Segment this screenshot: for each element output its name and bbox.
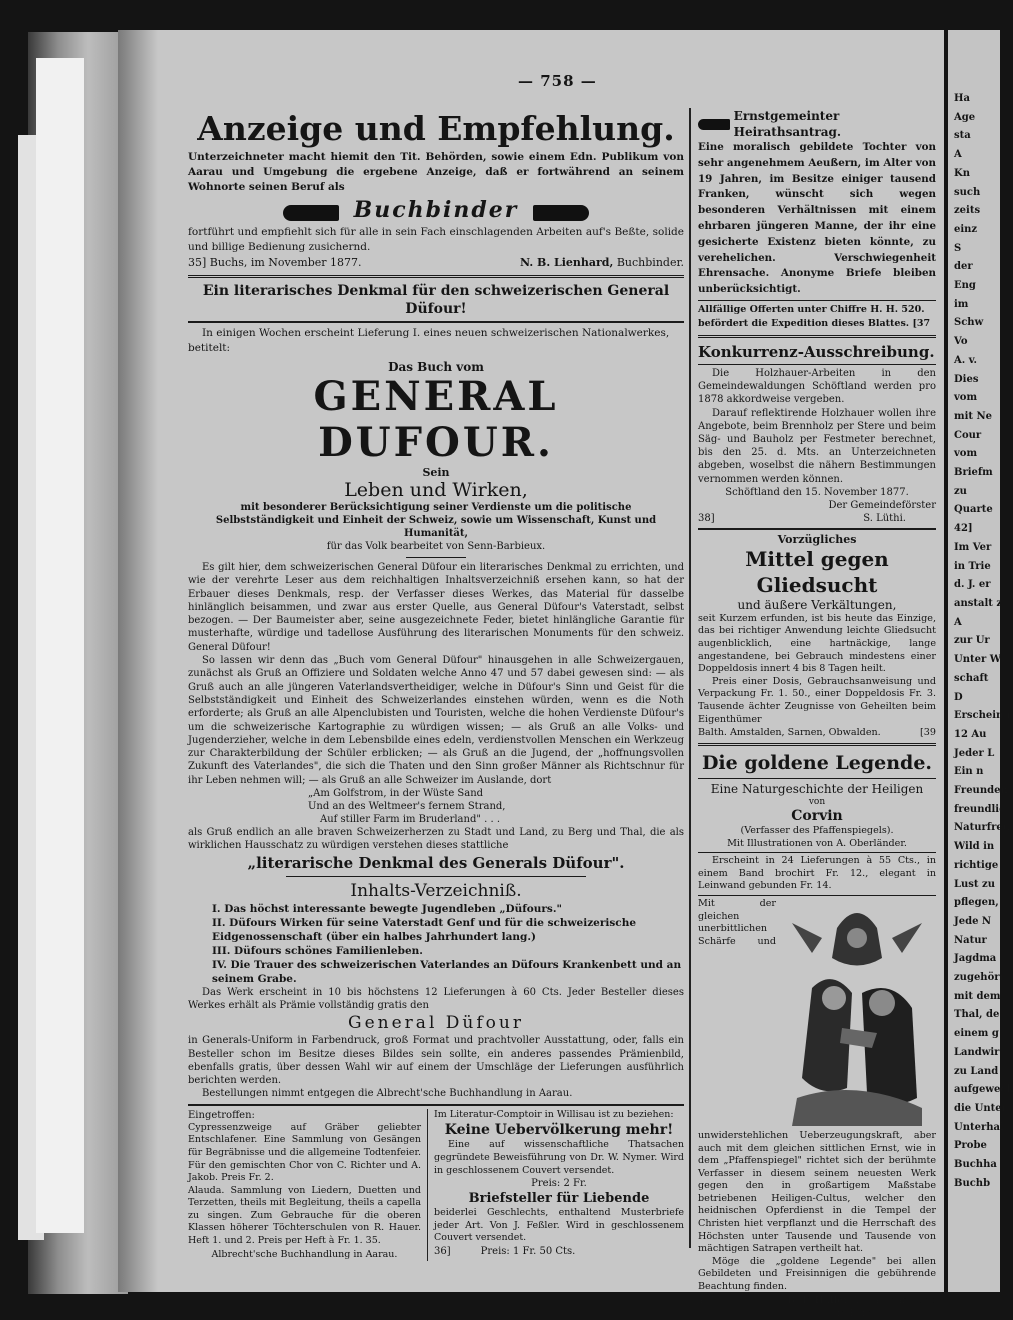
fragment-line: Buchb <box>954 1177 991 1189</box>
separator <box>286 876 586 877</box>
konkurrenz-office: Der Gemeindeförster <box>828 499 936 511</box>
gliedsucht-footer <box>698 726 936 739</box>
anzeige-title: Anzeige und Empfehlung. <box>197 109 675 148</box>
separator <box>698 852 936 853</box>
fragment-line: Quarte <box>954 504 993 516</box>
fragment-line: einem g <box>954 1028 999 1040</box>
toc-item: I. Das höchst interessante bewegte Jugendleben „Düfours." <box>212 902 562 915</box>
anzeige-sig-role: Buchbinder. <box>616 256 684 269</box>
literatur-ad <box>428 1109 684 1261</box>
fragment-line: Erscheinu <box>954 710 1011 722</box>
pointing-hand-right-icon <box>533 205 589 221</box>
poem-line: Und an des Weltmeer's fernem Strand, <box>308 801 506 813</box>
fragment-line: Vo <box>954 336 968 348</box>
legende-author: Corvin <box>791 808 843 825</box>
legende-body <box>698 898 936 1256</box>
toc-title: Inhalts-Verzeichniß. <box>350 880 522 901</box>
fragment-line: such <box>954 186 981 198</box>
separator <box>698 335 936 338</box>
devil-monk-illustration <box>782 898 932 1126</box>
anzeige-ref: 35] <box>188 256 207 269</box>
fragment-line: Jagdma <box>954 953 997 965</box>
fragment-line: einz <box>954 223 978 235</box>
fragment-line: Im Ver <box>954 541 992 553</box>
anzeige-body: fortführt und empfiehlt sich für alle in sein Fach einschlagenden Arbeiten auf's Beßte, solide und billige Bedienung zusichernd. <box>188 226 684 253</box>
fragment-line: mit dem <box>954 990 1001 1002</box>
konkurrenz-title: Konkurrenz-Ausschreibung. <box>698 342 935 361</box>
heirath-title: Ernstgemeinter Heirathsantrag. <box>733 109 842 139</box>
fragment-line: zugehöri <box>954 972 1004 984</box>
fragment-line: Probe <box>954 1140 987 1152</box>
fragment-line: Schw <box>954 317 984 329</box>
fragment-line: vom <box>954 448 978 460</box>
literatur-price2: Preis: 1 Fr. 50 Cts. <box>480 1245 576 1257</box>
dufour-para5: in Generals-Uniform in Farbendruck, groß Format und prachtvoller Ausstattung, oder, falls ein Besteller schon im Besitze dieses Bildes sein sollte, ein anderes passendes Prämienbild, ebenfalls gratis, über dessen Wahl wir auf einem der Umschläge der Lieferungen ausführlich berichten werden. <box>188 1035 684 1087</box>
fragment-line: Age <box>954 111 976 123</box>
dufour-subtitle: mit besonderer Berücksichtigung seiner Verdienste um die politische Selbstständigkeit und Einheit der Schweiz, sowie um Wissenschaft, Kunst und Humanität, <box>215 502 657 539</box>
legende-pub-role: Verlagshandlung <box>854 1294 936 1306</box>
eingetroffen-label: Eingetroffen: <box>188 1109 255 1121</box>
fragment-line: Ein n <box>954 766 984 778</box>
dufour-headline: Ein literarisches Denkmal für den schweizerischen General Düfour! <box>202 283 670 317</box>
konkurrenz-ref: 38] <box>698 512 715 524</box>
fragment-line: pflegen, <box>954 897 999 909</box>
fragment-line: Jeder L <box>954 747 995 759</box>
heirath-text: Eine moralisch gebildete Tochter von sehr angenehmem Aeußern, im Alter von 19 Jahren, im Besitze einiger tausend Franken, wünscht sich wegen besonderen Verhältnissen mit einem ehrbaren jüngeren Manne, der ihr eine gesicherte Existenz bieten könnte, zu verehelichen. Verschwiegenheit Ehrensache. Anonyme Briefe bleiben unberücksichtigt. <box>698 141 936 296</box>
pointing-hand-left-icon <box>283 205 339 221</box>
newspaper-page <box>118 30 944 1319</box>
fragment-line: Lust zu <box>954 878 995 890</box>
trade-banner <box>188 197 684 223</box>
separator <box>188 321 684 323</box>
fragment-line: d. J. er <box>954 579 991 591</box>
toc-item: III. Düfours schönes Familienleben. <box>212 944 423 957</box>
fragment-line: anstalt z <box>954 597 1003 609</box>
separator <box>406 557 466 558</box>
gliedsucht-seller: Balth. Amstalden, Sarnen, Obwalden. <box>698 727 881 739</box>
heirath-offers <box>698 303 936 331</box>
separator <box>188 275 684 278</box>
legende-text2: Mit der gleichen unerbittlichen Schärfe und unwiderstehlichen Ueberzeugungskraft, aber auch mit dem gleichen sittlichen Ernst, wie in dem „Pfaffenspiegel" richtet sich der berühmte Verfasser in diesem seinem neuesten Werk gegen den in großartigem Maßstabe betriebenen Heiligen-Cultus, welcher den heidnischen Opferdienst in die Tempel der Christen hiet verpflanzt und die Herrschaft des Höchsten unter Tausende und Tausende von mächtigen Satrapen vertheilt hat. <box>698 897 936 1255</box>
gliedsucht-text2: Preis einer Dosis, Gebrauchsanweisung und Verpackung Fr. 1. 50., einer Doppeldosis Fr. 3. Tausende ächter Zeugnisse von Geheilten beim Eigenthümer <box>698 675 936 725</box>
fragment-line: Unter W <box>954 654 1001 666</box>
anzeige-place-date: Buchs, im November 1877. <box>209 256 362 269</box>
fragment-line: Cour <box>954 429 982 441</box>
fragment-line: im <box>954 298 969 310</box>
fragment-line: der <box>954 261 973 273</box>
dufour-para2: So lassen wir denn das „Buch vom General Düfour" hinausgehen in alle Schweizergauen, zunächst als Gruß an Offiziere und Soldaten welche Anno 47 und 57 dabei gewesen sind: — als Gruß auch an alle jüngeren Vaterlandsvertheidiger, welche in Düfour's Sinn und Geist für die Selbstständigkeit und Einheit des Schweizerlandes einstehen würden, wenn es die Noth erforderte; als Gruß an alle Alpenclubisten und Touristen, welche die hohen Verdienste Düfour's um die schweizerische Kartographie zu würdigen wissen; — als Gruß an alle Volks- und Jugenderzieher, welche in dem Lebensbilde eines edeln, verdienstvollen Menschen ein Werkzeug zur Charakterbildung der Schüler erblicken; — als Gruß an die Jugend, der „hoffnungsvollen Zukunft des Vaterlandes", die sich die Thaten und den Sinn großer Männer als Richtschnur für ihr Leben nehmen will; — als Gruß an alle Schweizer im Auslande, dort <box>188 655 684 786</box>
literatur-text2: Eine auf wissenschaftliche Thatsachen gegründete Beweisführung von Dr. W. Nymer. Wird in geschlossenem Couvert versendet. <box>434 1139 684 1176</box>
toc-item: IV. Die Trauer des schweizerischen Vaterlandes an Düfours Krankenbett und an seinem Grabe. <box>212 958 682 985</box>
literatur-text3: beiderlei Geschlechts, enthaltend Musterbriefe jeder Art. Von J. Feßler. Wird in geschlossenem Couvert versendet. <box>434 1207 684 1244</box>
paper-slip-front <box>36 58 84 1233</box>
legende-text1: Erscheint in 24 Lieferungen à 55 Cts., in einem Band brochirt Fr. 12., elegant in Leinwand gebunden Fr. 14. <box>698 855 936 892</box>
anzeige-signature-line <box>188 255 684 271</box>
fragment-line: Kn <box>954 167 970 179</box>
page-gutter-shadow <box>118 30 158 1292</box>
fragment-line: A <box>954 616 962 628</box>
trade-name: Buchbinder <box>353 197 519 223</box>
separator <box>698 300 936 301</box>
poem-line: Auf stiller Farm im Bruderland" . . . <box>320 814 501 826</box>
separator <box>698 778 936 779</box>
konkurrenz-footer <box>698 512 936 525</box>
fragment-line: Eng <box>954 280 976 292</box>
dufour-praemie: General Düfour <box>348 1013 524 1034</box>
dufour-para1: Es gilt hier, dem schweizerischen General Düfour ein literarisches Denkmal zu errichten, und wie der verehrte Leser aus dem reichhaltigen Inhaltsverzeichniß ersehen kann, so hat der Erbauer dieses Denkmals, resp. der Verfasser dieses Werkes, das Material für dasselbe hinlänglich beisammen, und zwar aus erster Quelle, aus General Düfour's Vaterstadt, selbst bezogen. — Der Baumeister aber, seine ausgezeichnete Feder, bietet hinlängliche Garantie für musterhafte, würdige und tadellose Ausführung des literarischen Monuments für den schweiz. General Düfour! <box>188 562 684 653</box>
column-divider <box>689 108 691 1248</box>
dufour-intro: In einigen Wochen erscheint Lieferung I. eines neuen schweizerischen Nationalwerkes, betitelt: <box>188 327 670 354</box>
fragment-line: Thal, de <box>954 1009 1000 1021</box>
gliedsucht-pre: Vorzügliches <box>777 532 857 546</box>
legende-footer <box>698 1294 936 1307</box>
fragment-line: zu Land <box>954 1065 999 1077</box>
separator <box>698 895 936 896</box>
fragment-line: schaft <box>954 672 989 684</box>
literatur-ref: 36] <box>434 1245 451 1257</box>
fragment-line: zeits <box>954 205 981 217</box>
dufour-poem <box>188 787 684 826</box>
fragment-line: A <box>954 149 962 161</box>
fragment-line: aufgeweck <box>954 1084 1013 1096</box>
dufour-order: Bestellungen nimmt entgegen die Albrecht'sche Buchhandlung in Aarau. <box>202 1088 573 1100</box>
page-number: — 758 — <box>518 72 597 90</box>
gliedsucht-sub: und äußere Verkältungen, <box>737 597 897 612</box>
right-column <box>698 108 936 1320</box>
anzeige-intro: Unterzeichneter macht hiemit den Tit. Behörden, sowie einem Edn. Publikum von Aarau und Umgebung die ergebene Anzeige, daß er fortwährend an seinem Wohnorte seinen Beruf als <box>188 151 684 193</box>
separator <box>698 364 936 365</box>
konkurrenz-text2: Darauf reflektirende Holzhauer wollen ihre Angebote, beim Brennholz per Stere und beim Säg- und Bauholz per Festmeter berechnet, bis den 25. d. Mts. an Unterzeichneten abgeben, woselbst die nähern Bestimmungen vernommen werden können. <box>698 407 936 485</box>
gliedsucht-title: Mittel gegen Gliedsucht <box>745 546 889 597</box>
legende-von: von <box>808 797 826 808</box>
fragment-line: Unterhal <box>954 1121 1004 1133</box>
fragment-line: Dies <box>954 373 979 385</box>
dufour-author: für das Volk bearbeitet von Senn-Barbieux. <box>326 541 546 552</box>
legende-title: Die goldene Legende. <box>701 752 933 775</box>
anzeige-signature: N. B. Lienhard, <box>520 256 614 269</box>
fragment-line: Buchha <box>954 1159 997 1171</box>
separator <box>188 1104 684 1106</box>
fragment-line: 12 Au <box>954 728 987 740</box>
fragment-line: Wild in <box>954 841 995 853</box>
fragment-line: Jede N <box>954 915 992 927</box>
legende-publisher: B. F. Haller, <box>787 1294 851 1306</box>
poem-line: „Am Golfstrom, in der Wüste Sand <box>308 788 484 800</box>
toc-list <box>188 902 684 986</box>
dufour-sein: Sein <box>422 466 450 479</box>
literatur-text1: Im Literatur-Comptoir in Willisau ist zu beziehen: <box>434 1108 674 1120</box>
dufour-para3: als Gruß endlich an alle braven Schweizerherzen zu Stadt und Land, zu Berg und Thal, die als wirklichen Hausschatz zu würdigen verstehen dieses stattliche <box>188 827 684 852</box>
dufour-main-title: GENERAL DUFOUR. <box>313 373 559 466</box>
fragment-line: Briefm <box>954 467 993 479</box>
eingetroffen-firm: Albrecht'sche Buchhandlung in Aarau. <box>211 1248 398 1260</box>
fragment-line: die Unter <box>954 1102 1007 1114</box>
separator <box>698 743 936 746</box>
fragment-line: sta <box>954 130 971 142</box>
legende-author-note: (Verfasser des Pfaffenspiegels). <box>740 825 894 837</box>
gliedsucht-ref: [39 <box>920 727 936 739</box>
gliedsucht-text1: seit Kurzem erfunden, ist bis heute das Einzige, das bei richtiger Anwendung leichte Gliedsucht augenblicklich, eine hartnäckige, lange angestandene, bei Gebrauch mindestens einer Doppeldosis innert 4 bis 8 Tagen heilt. <box>698 612 936 675</box>
literatur-price1: Preis: 2 Fr. <box>531 1178 587 1190</box>
fragment-line: freundlic <box>954 803 1006 815</box>
konkurrenz-name: S. Lüthi. <box>863 512 906 524</box>
fragment-line: vom <box>954 392 978 404</box>
eingetroffen-ad <box>188 1109 428 1261</box>
legende-ref: 40] <box>698 1294 714 1306</box>
adjacent-page-fragment <box>948 30 1013 1292</box>
adjacent-page-text <box>954 90 1013 1193</box>
fragment-line: Naturfreu <box>954 822 1010 834</box>
fragment-line: mit Ne <box>954 410 992 422</box>
fragment-line: 42] <box>954 523 973 535</box>
dufour-pre-title: Das Buch vom <box>388 360 484 374</box>
konkurrenz-text1: Die Holzhauer-Arbeiten in den Gemeindewaldungen Schöftland werden pro 1878 akkordweise vergeben. <box>698 367 936 406</box>
separator <box>698 528 936 530</box>
fragment-line: D <box>954 691 963 703</box>
fragment-line: Landwir <box>954 1046 1000 1058</box>
heirath-offers-text: Allfällige Offerten unter Chiffre H. H. 520. befördert die Expedition dieses Blattes. <box>698 303 925 329</box>
fragment-line: A. v. <box>954 354 978 366</box>
legende-text3: Möge die „goldene Legende" bei allen Gebildeten und Freisinnigen die gebührende Beachtung finden. <box>698 1255 936 1293</box>
fragment-line: S <box>954 242 962 254</box>
dufour-denkmal: „literarische Denkmal des Generals Düfour". <box>247 853 625 872</box>
dufour-leben: Leben und Wirken, <box>344 479 528 501</box>
fragment-line: zu <box>954 485 967 497</box>
bottom-ads <box>188 1109 684 1261</box>
literatur-title2: Briefsteller für Liebende <box>468 1191 650 1207</box>
legende-pub-place: in Bern. <box>837 1307 876 1319</box>
legende-illus: Mit Illustrationen von A. Oberländer. <box>727 838 907 850</box>
literatur-footer <box>434 1245 684 1258</box>
eingetroffen-text2: Alauda. Sammlung von Liedern, Duetten und Terzetten, theils mit Begleitung, theils a capella zu singen. Zum Gebrauche für die oberen Klassen höherer Töchterschulen von R. Hauer. Heft 1. und 2. Preis per Heft à Fr. 1. 35. <box>188 1184 421 1247</box>
eingetroffen-text1: Cypressenzweige auf Gräber geliebter Entschlafener. Eine Sammlung von Gesängen für Begräbnisse und die allgemeine Todtenfeier. Für den gemischten Chor von C. Richter und A. Jakob. Preis Fr. 2. <box>188 1121 421 1184</box>
toc-item: II. Düfours Wirken für seine Vaterstadt Genf und für die schweizerische Eidgenossenschaft (über ein halbes Jahrhundert lang.) <box>212 916 637 943</box>
konkurrenz-date: Schöftland den 15. November 1877. <box>725 486 909 498</box>
literatur-title1: Keine Uebervölkerung mehr! <box>444 1122 674 1139</box>
heirath-header <box>698 108 936 140</box>
fragment-line: in Trie <box>954 560 991 572</box>
pointing-hand-icon <box>698 119 730 130</box>
fragment-line: Natur <box>954 934 987 946</box>
dufour-para4: Das Werk erscheint in 10 bis höchstens 12 Lieferungen à 60 Cts. Jeder Besteller dieses Werkes erhält als Prämie vollständig gratis den <box>188 986 684 1011</box>
fragment-line: Freunden <box>954 785 1008 797</box>
fragment-line: richtige <box>954 859 999 871</box>
fragment-line: zur Ur <box>954 635 990 647</box>
heirath-ref: [37 <box>912 317 931 329</box>
legende-sub: Eine Naturgeschichte der Heiligen <box>710 782 924 797</box>
left-column <box>188 108 684 1261</box>
fragment-line: Ha <box>954 93 970 104</box>
